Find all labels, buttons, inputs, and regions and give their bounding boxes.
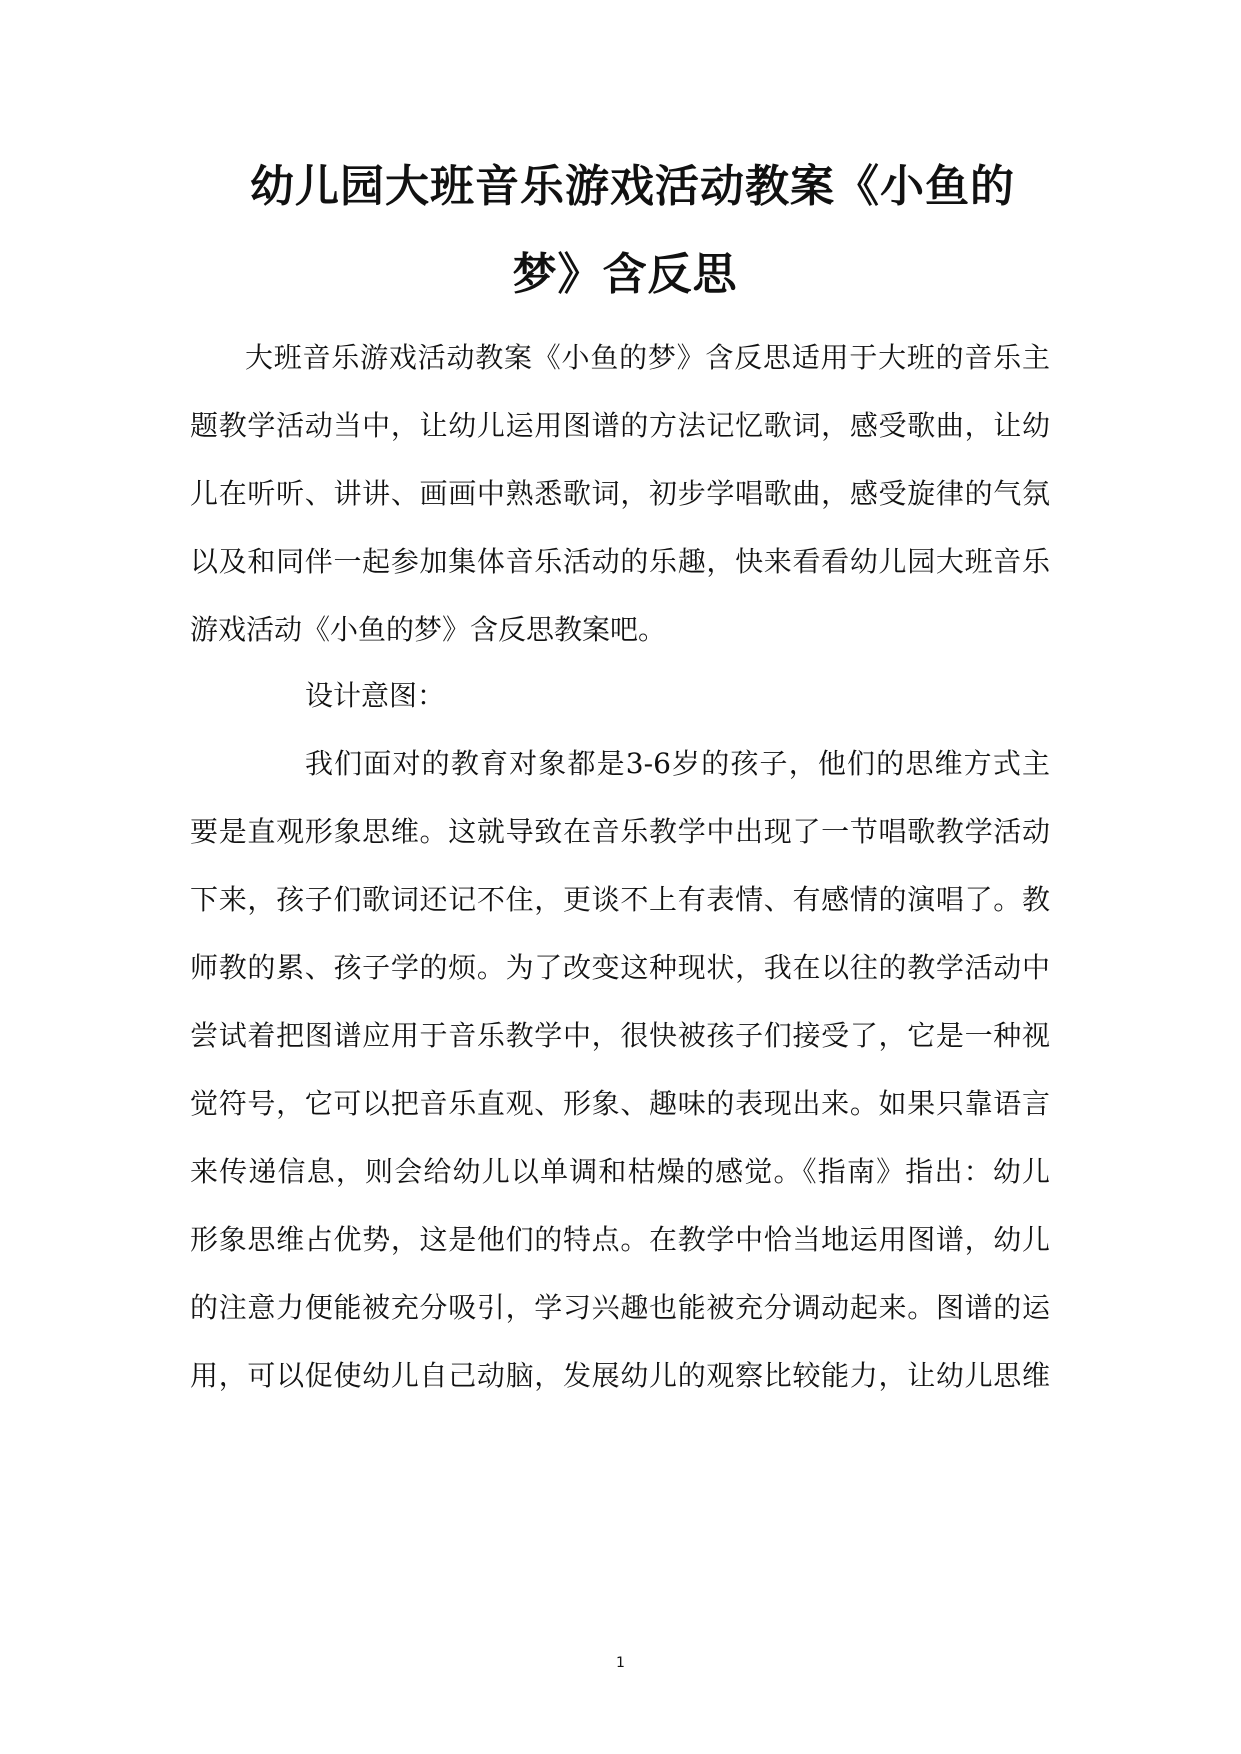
document-title-line-1: 幼儿园大班音乐游戏活动教案《小鱼的 (250, 161, 1015, 212)
intro-paragraph-line: 题教学活动当中，让幼儿运用图谱的方法记忆歌词，感受歌曲，让幼 (190, 409, 1050, 442)
document-title-line-2: 梦》含反思 (512, 249, 738, 300)
page-number: 1 (616, 1655, 625, 1671)
body-paragraph-line: 觉符号，它可以把音乐直观、形象、趣味的表现出来。如果只靠语言 (190, 1087, 1050, 1120)
body-paragraph-line: 尝试着把图谱应用于音乐教学中，很快被孩子们接受了，它是一种视 (190, 1019, 1050, 1052)
body-paragraph-line: 我们面对的教育对象都是3-6岁的孩子，他们的思维方式主 (305, 747, 1050, 780)
body-paragraph-line: 的注意力便能被充分吸引，学习兴趣也能被充分调动起来。图谱的运 (190, 1291, 1050, 1324)
body-paragraph-line: 下来，孩子们歌词还记不住，更谈不上有表情、有感情的演唱了。教 (190, 883, 1050, 916)
body-paragraph-line: 要是直观形象思维。这就导致在音乐教学中出现了一节唱歌教学活动 (190, 815, 1050, 848)
intro-paragraph-line: 大班音乐游戏活动教案《小鱼的梦》含反思适用于大班的音乐主 (245, 341, 1050, 374)
section-heading: 设计意图： (305, 679, 446, 712)
intro-paragraph-line: 以及和同伴一起参加集体音乐活动的乐趣，快来看看幼儿园大班音乐 (190, 545, 1050, 578)
body-paragraph-line: 来传递信息，则会给幼儿以单调和枯燥的感觉。《指南》指出：幼儿 (190, 1155, 1050, 1188)
body-paragraph-line: 用，可以促使幼儿自己动脑，发展幼儿的观察比较能力，让幼儿思维 (190, 1359, 1050, 1392)
body-paragraph-line: 师教的累、孩子学的烦。为了改变这种现状，我在以往的教学活动中 (190, 951, 1050, 984)
intro-paragraph-line: 儿在听听、讲讲、画画中熟悉歌词，初步学唱歌曲，感受旋律的气氛 (190, 477, 1050, 510)
body-paragraph-line: 形象思维占优势，这是他们的特点。在教学中恰当地运用图谱，幼儿 (190, 1223, 1050, 1256)
intro-paragraph-line: 游戏活动《小鱼的梦》含反思教案吧。 (190, 613, 667, 646)
